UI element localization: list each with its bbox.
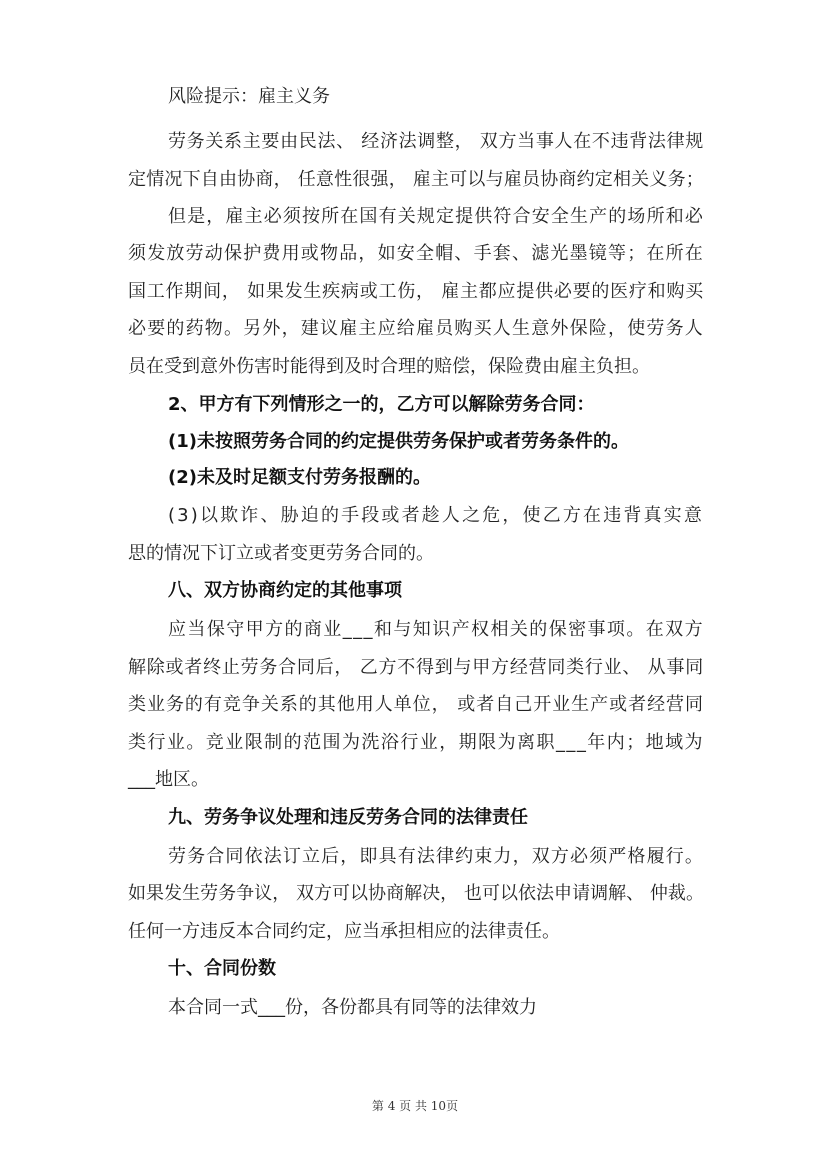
paragraph-line xyxy=(128,168,704,192)
paragraph-line xyxy=(128,920,704,944)
line-text: 国工作期间， 如果发生疾病或工伤， 雇主都应提供必要的医疗和购买 xyxy=(128,281,704,302)
paragraph-line xyxy=(128,242,704,266)
line-text: 本合同一式___份，各份都具有同等的法律效力 xyxy=(168,997,537,1018)
line-text: 劳务合同依法订立后，即具有法律约束力，双方必须严格履行。 xyxy=(168,846,705,867)
paragraph-line xyxy=(128,656,704,680)
line-text: 十、合同份数 xyxy=(168,958,276,979)
line-text: 劳务关系主要由民法、 经济法调整， 双方当事人在不违背法律规 xyxy=(168,131,704,152)
line-text: 九、劳务争议处理和违反劳务合同的法律责任 xyxy=(168,807,528,828)
paragraph-line xyxy=(128,280,704,304)
section-heading-line xyxy=(168,957,704,981)
section-heading-line xyxy=(168,466,704,490)
paragraph-line xyxy=(168,504,704,528)
line-text: 应当保守甲方的商业___和与知识产权相关的保密事项。在双方 xyxy=(168,619,705,640)
line-text: 思的情况下订立或者变更劳务合同的。 xyxy=(128,543,434,564)
line-text: 必要的药物。另外，建议雇主应给雇员购买人生意外保险，使劳务人 xyxy=(128,318,704,339)
paragraph-line xyxy=(128,355,704,379)
line-text: 须发放劳动保护费用或物品，如安全帽、手套、滤光墨镜等；在所在 xyxy=(128,243,704,264)
paragraph-line xyxy=(168,996,704,1020)
line-text: 2、甲方有下列情形之一的，乙方可以解除劳务合同： xyxy=(168,394,595,415)
paragraph-line xyxy=(128,882,704,906)
line-text: (1)未按照劳务合同的约定提供劳务保护或者劳务条件的。 xyxy=(168,431,629,452)
line-text: 类行业。竞业限制的范围为洗浴行业，期限为离职___年内；地域为 xyxy=(128,732,705,753)
line-text: ___地区。 xyxy=(128,769,209,790)
page-footer: 第 4 页 共 10页 xyxy=(371,1099,459,1113)
section-heading-line xyxy=(168,806,704,830)
line-text: 员在受到意外伤害时能得到及时合理的赔偿，保险费由雇主负担。 xyxy=(128,356,650,377)
paragraph-line xyxy=(128,731,704,755)
line-text: 风险提示：雇主义务 xyxy=(168,86,330,107)
paragraph-line xyxy=(128,693,704,717)
line-text: 但是，雇主必须按所在国有关规定提供符合安全生产的场所和必 xyxy=(168,206,705,227)
paragraph-line xyxy=(168,845,704,869)
section-heading-line xyxy=(168,579,704,603)
line-text: (2)未及时足额支付劳务报酬的。 xyxy=(168,467,431,488)
paragraph-line xyxy=(168,85,704,109)
line-text: 定情况下自由协商， 任意性很强， 雇主可以与雇员协商约定相关义务； xyxy=(128,169,704,190)
line-text: 八、双方协商约定的其他事项 xyxy=(168,580,402,601)
section-heading-line xyxy=(168,393,704,417)
line-text: 如果发生劳务争议， 双方可以协商解决， 也可以依法申请调解、 仲裁。 xyxy=(128,883,704,904)
paragraph-line xyxy=(128,542,704,566)
section-heading-line xyxy=(168,430,704,454)
paragraph-line xyxy=(168,205,704,229)
line-text: (3)以欺诈、胁迫的手段或者趁人之危，使乙方在违背真实意 xyxy=(168,505,705,526)
paragraph-line xyxy=(128,317,704,341)
paragraph-line xyxy=(128,768,704,792)
line-text: 类业务的有竞争关系的其他用人单位， 或者自己开业生产或者经营同 xyxy=(128,694,705,715)
paragraph-line xyxy=(168,130,704,154)
line-text: 解除或者终止劳务合同后， 乙方不得到与甲方经营同类行业、 从事同 xyxy=(128,657,704,678)
line-text: 任何一方违反本合同约定，应当承担相应的法律责任。 xyxy=(128,921,560,942)
paragraph-line xyxy=(168,618,704,642)
